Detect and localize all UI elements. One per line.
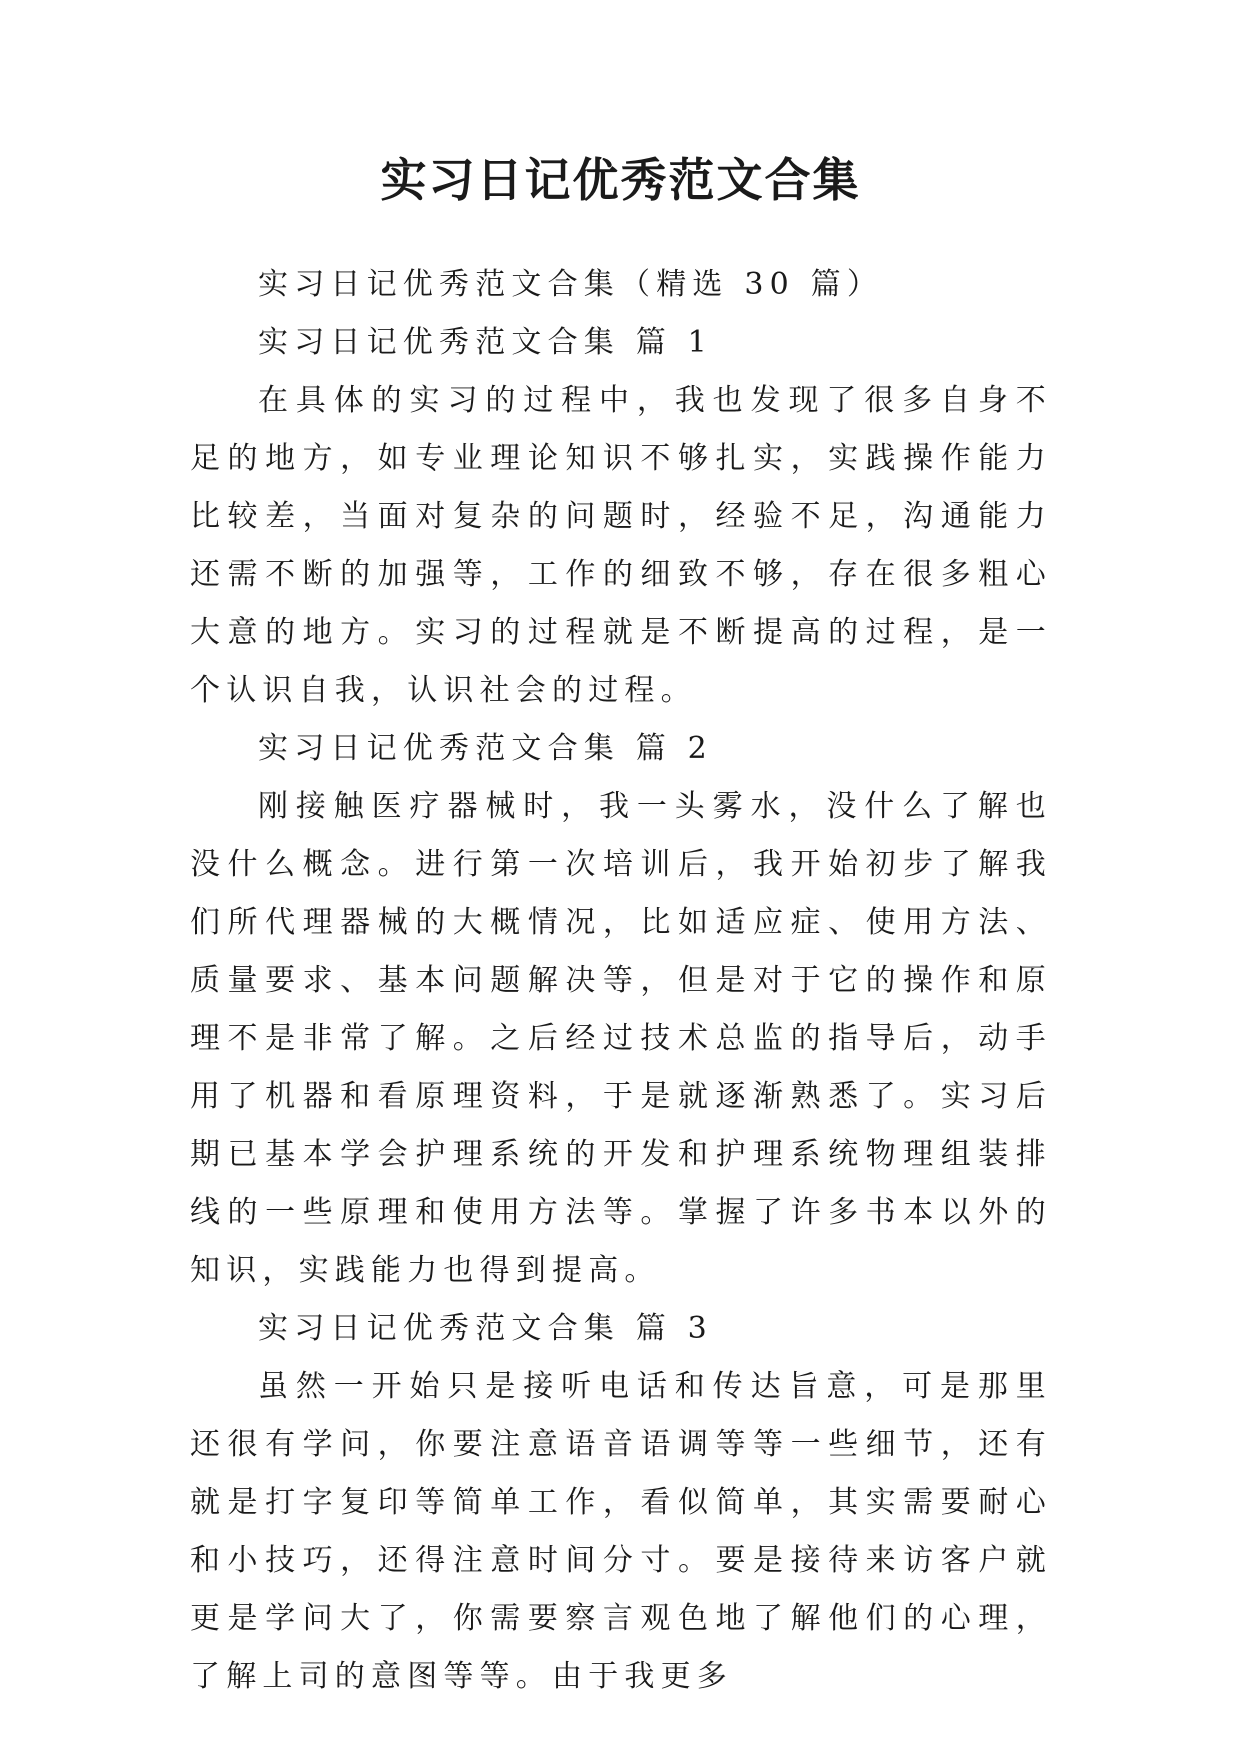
collection-subtitle: 实习日记优秀范文合集（精选 30 篇）: [258, 267, 884, 302]
section-body-1: 在具体的实习的过程中，我也发现了很多自身不足的地方，如专业理论知识不够扎实，实践操作能力比较差，当面对复杂的问题时，经验不足，沟通能力还需不断的加强等，工作的细致不够，存在很多粗心大意的地方。实习的过程就是不断提高的过程，是一个认识自我，认识社会的过程。: [190, 383, 1052, 708]
section-body-3: 虽然一开始只是接听电话和传达旨意，可是那里还很有学问，你要注意语音语调等等一些细节，还有就是打字复印等简单工作，看似简单，其实需要耐心和小技巧，还得注意时间分寸。要是接待来访客户就更是学问大了，你需要察言观色地了解他们的心理，了解上司的意图等等。由于我更多: [190, 1369, 1052, 1694]
section-heading-3: 实习日记优秀范文合集 篇 3: [258, 1311, 713, 1346]
section-heading-1: 实习日记优秀范文合集 篇 1: [258, 325, 713, 360]
section-body-2: 刚接触医疗器械时，我一头雾水，没什么了解也没什么概念。进行第一次培训后，我开始初步了解我们所代理器械的大概情况，比如适应症、使用方法、质量要求、基本问题解决等，但是对于它的操作和原理不是非常了解。之后经过技术总监的指导后，动手用了机器和看原理资料，于是就逐渐熟悉了。实习后期已基本学会护理系统的开发和护理系统物理组装排线的一些原理和使用方法等。掌握了许多书本以外的知识，实践能力也得到提高。: [190, 789, 1052, 1288]
document-title: 实习日记优秀范文合集: [380, 153, 861, 207]
document-body: [190, 256, 1052, 1706]
section-heading-2: 实习日记优秀范文合集 篇 2: [258, 731, 713, 766]
